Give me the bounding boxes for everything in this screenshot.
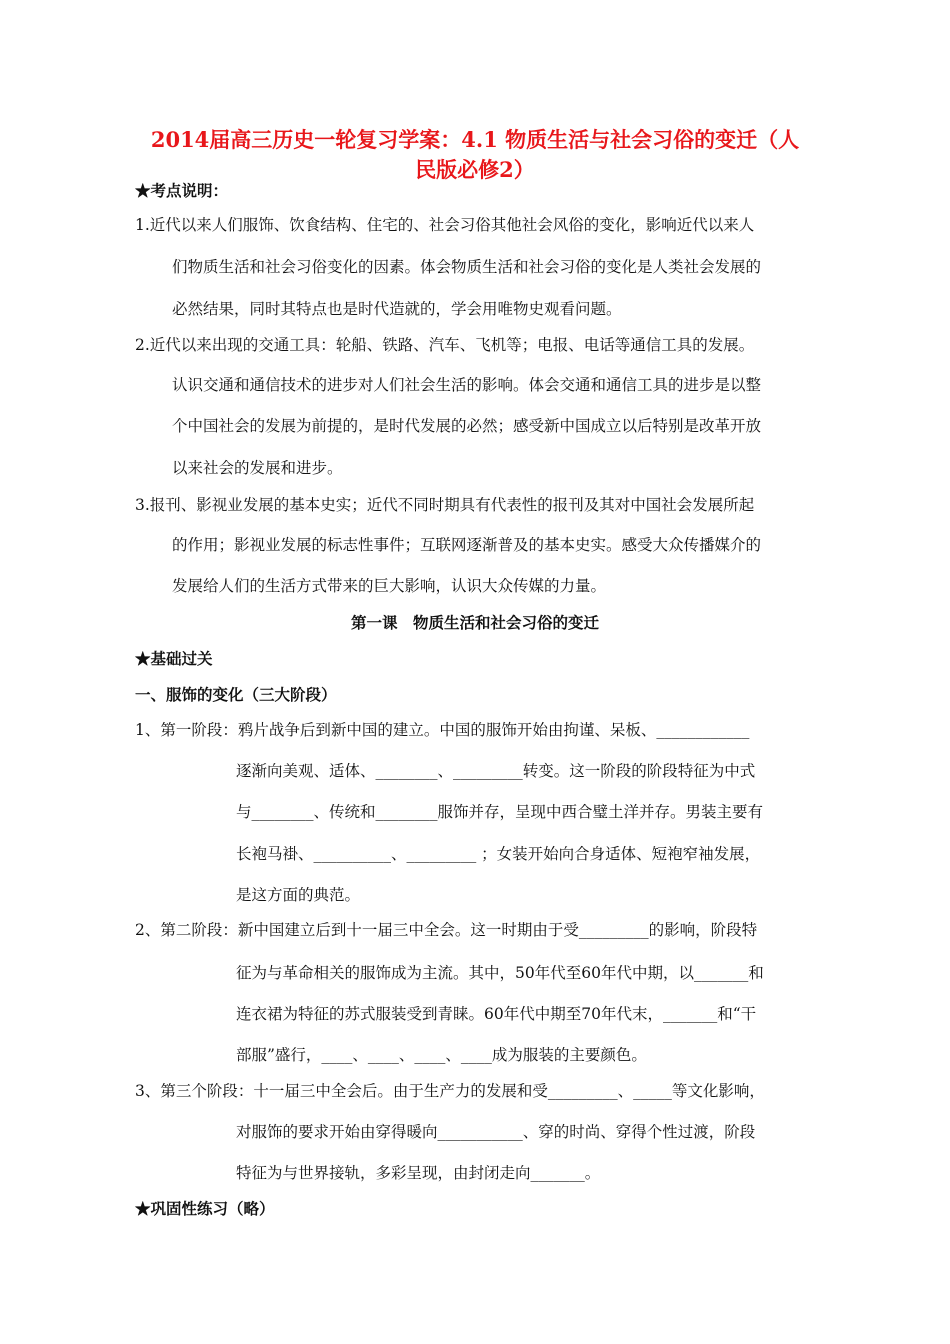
stage1-line5: 是这方面的典范。 bbox=[236, 886, 361, 904]
kaodian-item3-line3: 发展给人们的生活方式带来的巨大影响，认识大众传媒的力量。 bbox=[172, 577, 607, 595]
kaodian-item2-line3: 个中国社会的发展为前提的，是时代发展的必然；感受新中国成立以后特别是改革开放 bbox=[172, 417, 762, 435]
stage3-line3: 特征为与世界接轨，多彩呈现，由封闭走向_______。 bbox=[236, 1164, 601, 1182]
kaodian-item3-line1: 3.报刊、影视业发展的基本史实；近代不同时期具有代表性的报刊及其对中国社会发展所起 bbox=[135, 496, 755, 514]
title-line-2: 民版必修2） bbox=[415, 157, 535, 182]
stage2-line4: 部服”盛行，____、____、____、____成为服装的主要颜色。 bbox=[236, 1046, 647, 1064]
kaodian-item1-line1: 1.近代以来人们服饰、饮食结构、住宅的、社会习俗其他社会风俗的变化，影响近代以来人 bbox=[135, 216, 755, 234]
kaodian-item2-line2: 认识交通和通信技术的进步对人们社会生活的影响。体会交通和通信工具的进步是以整 bbox=[172, 376, 762, 394]
stage1-line2: 逐渐向美观、适体、________、_________转变。这一阶段的阶段特征为中式 bbox=[236, 762, 756, 780]
lesson-title: 第一课 物质生活和社会习俗的变迁 bbox=[350, 613, 599, 632]
gonggu-heading: ★巩固性练习（略） bbox=[135, 1199, 275, 1218]
kaodian-heading: ★考点说明： bbox=[135, 181, 229, 200]
kaodian-item1-line2: 们物质生活和社会习俗变化的因素。体会物质生活和社会习俗的变化是人类社会发展的 bbox=[172, 258, 762, 276]
kaodian-item1-line3: 必然结果，同时其特点也是时代造就的，学会用唯物史观看问题。 bbox=[172, 300, 622, 318]
kaodian-item2-line1: 2.近代以来出现的交通工具：轮船、铁路、汽车、飞机等；电报、电话等通信工具的发展。 bbox=[135, 336, 755, 354]
stage2-line2: 征为与革命相关的服饰成为主流。其中，50年代至60年代中期，以_______和 bbox=[236, 964, 764, 982]
section-heading-clothing: 一、服饰的变化（三大阶段） bbox=[135, 685, 337, 704]
stage2-line3: 连衣裙为特征的苏式服装受到青睐。60年代中期至70年代末，_______和“干 bbox=[236, 1005, 757, 1023]
document-title bbox=[130, 125, 820, 185]
stage2-line1: 2、第二阶段：新中国建立后到十一届三中全会。这一时期由于受_________的影响，阶段特 bbox=[135, 921, 758, 939]
stage3-line1: 3、第三个阶段：十一届三中全会后。由于生产力的发展和受_________、_____等文化影响， bbox=[135, 1082, 765, 1100]
kaodian-item3-line2: 的作用；影视业发展的标志性事件；互联网逐渐普及的基本史实。感受大众传播媒介的 bbox=[172, 536, 762, 554]
stage1-line3: 与________、传统和________服饰并存，呈现中西合璧土洋并存。男装主要有 bbox=[236, 803, 764, 821]
jichu-heading: ★基础过关 bbox=[135, 649, 213, 668]
kaodian-item2-line4: 以来社会的发展和进步。 bbox=[172, 459, 343, 477]
stage1-line1: 1、第一阶段：鸦片战争后到新中国的建立。中国的服饰开始由拘谨、呆板、____________ bbox=[135, 721, 750, 739]
stage1-line4: 长袍马褂、__________、_________ ；女装开始向合身适体、短袍窄袖发展， bbox=[236, 845, 761, 863]
title-line-1: 2014届高三历史一轮复习学案：4.1 物质生活与社会习俗的变迁（人 bbox=[150, 127, 800, 152]
stage3-line2: 对服饰的要求开始由穿得暖向___________、穿的时尚、穿得个性过渡，阶段 bbox=[236, 1123, 756, 1141]
